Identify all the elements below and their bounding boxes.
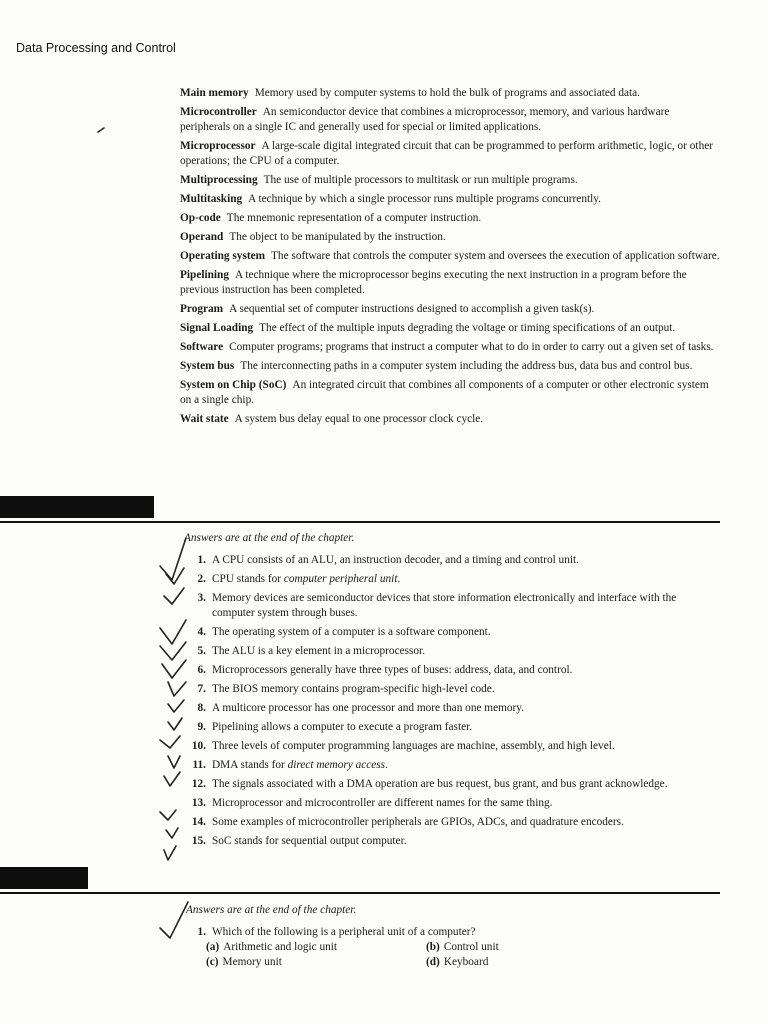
question-stem (186, 925, 716, 940)
glossary-definition: The mnemonic representation of a computer instruction. (226, 212, 482, 224)
glossary-definition: The software that controls the computer system and oversees the execution of application software. (271, 250, 720, 262)
glossary-entry (180, 359, 720, 374)
glossary-term: Microcontroller (180, 106, 257, 118)
checkmark-icon (168, 700, 184, 712)
checkmark-icon (164, 588, 184, 604)
item-number: 1. (197, 554, 206, 566)
glossary-entry (180, 139, 720, 169)
question-text: Which of the following is a peripheral unit of a computer? (212, 926, 476, 938)
glossary-definition: The object to be manipulated by the instruction. (229, 231, 446, 243)
glossary-entry (180, 340, 720, 355)
answer-option: (b) Control unit (426, 941, 499, 953)
answer-options (206, 940, 716, 970)
list-item (186, 720, 716, 735)
item-text: Microprocessor and microcontroller are different names for the same thing. (212, 797, 553, 809)
multiple-choice-question (186, 925, 716, 970)
checkmark-icon (168, 682, 186, 696)
true-false-list (186, 553, 716, 853)
glossary-definition: A large-scale digital integrated circuit that can be programmed to perform arithmetic, logic, or other operations; the CPU of a computer. (180, 140, 713, 167)
glossary-definition: A system bus delay equal to one processor clock cycle. (234, 413, 484, 425)
item-number: 3. (197, 592, 206, 604)
item-number: 2. (197, 573, 206, 585)
answer-option: (a) Arithmetic and logic unit (206, 941, 338, 953)
glossary-definition: A technique where the microprocessor begins executing the next instruction in a program before the previous instruction has been completed. (180, 269, 687, 296)
checkmark-icon (160, 538, 186, 580)
list-item (186, 796, 716, 811)
glossary-definition: A sequential set of computer instructions designed to accomplish a given task(s). (229, 303, 595, 315)
checkmark-icon (166, 828, 178, 838)
page-header-title: Data Processing and Control (16, 41, 176, 55)
item-number: 12. (191, 778, 206, 790)
glossary-definition: An integrated circuit that combines all components of a computer or other electronic system on a single chip. (180, 379, 709, 406)
glossary-term: Operating system (180, 250, 266, 262)
glossary-term: System bus (180, 360, 235, 372)
glossary-term: System on Chip (SoC) (180, 379, 287, 391)
list-item (186, 591, 716, 621)
item-number: 9. (197, 721, 206, 733)
item-number: 10. (191, 740, 206, 752)
item-number: 8. (197, 702, 206, 714)
item-text: SoC stands for sequential output computer. (212, 835, 407, 847)
item-number: 14. (191, 816, 206, 828)
list-item (186, 553, 716, 568)
glossary-term: Wait state (180, 413, 229, 425)
item-text: The operating system of a computer is a software component. (212, 626, 491, 638)
glossary-entry (180, 86, 720, 101)
glossary (180, 86, 720, 431)
glossary-entry (180, 268, 720, 298)
item-text: Pipelining allows a computer to execute a program faster. (212, 721, 473, 733)
item-text: CPU stands for computer peripheral unit. (212, 573, 401, 585)
item-number: 11. (192, 759, 206, 771)
item-text: Memory devices are semiconductor devices that store information electronically and interface with the computer system through buses. (212, 592, 677, 619)
glossary-term: Operand (180, 231, 224, 243)
glossary-entry (180, 192, 720, 207)
glossary-entry (180, 173, 720, 188)
true-false-lead: Answers are at the end of the chapter. (184, 532, 355, 544)
glossary-definition: Computer programs; programs that instruct a computer what to do in order to carry out a given set of tasks. (229, 341, 714, 353)
glossary-term: Software (180, 341, 224, 353)
checkmark-icon (164, 772, 180, 786)
section-tab-multiple-choice (0, 867, 88, 889)
checkmark-icon (160, 642, 186, 660)
list-item (186, 644, 716, 659)
glossary-term: Microprocessor (180, 140, 256, 152)
list-item (186, 815, 716, 830)
glossary-entry (180, 105, 720, 135)
list-item (186, 682, 716, 697)
glossary-entry (180, 412, 720, 427)
glossary-definition: A technique by which a single processor runs multiple programs concurrently. (248, 193, 601, 205)
item-text: Microprocessors generally have three types of buses: address, data, and control. (212, 664, 573, 676)
glossary-definition: Memory used by computer systems to hold the bulk of programs and associated data. (254, 87, 640, 99)
item-text: DMA stands for direct memory access. (212, 759, 388, 771)
glossary-term: Op-code (180, 212, 221, 224)
list-item (186, 777, 716, 792)
glossary-term: Multiprocessing (180, 174, 258, 186)
item-text: A CPU consists of an ALU, an instruction decoder, and a timing and control unit. (212, 554, 579, 566)
checkmark-icon (160, 620, 186, 644)
list-item (186, 663, 716, 678)
checkmark-icon (168, 756, 180, 768)
pen-mark-icon (98, 128, 104, 132)
item-number: 4. (197, 626, 206, 638)
glossary-entry (180, 321, 720, 336)
list-item (186, 701, 716, 716)
glossary-term: Multitasking (180, 193, 243, 205)
glossary-term: Pipelining (180, 269, 229, 281)
glossary-entry (180, 302, 720, 317)
section-divider (0, 892, 720, 894)
glossary-term: Program (180, 303, 224, 315)
checkmark-icon (164, 846, 176, 860)
list-item (186, 739, 716, 754)
list-item (186, 572, 716, 587)
checkmark-icon (160, 736, 180, 748)
glossary-entry (180, 249, 720, 264)
item-number: 7. (197, 683, 206, 695)
item-text: Some examples of microcontroller peripherals are GPIOs, ADCs, and quadrature encoders. (212, 816, 624, 828)
item-number: 6. (197, 664, 206, 676)
answer-option: (d) Keyboard (426, 956, 489, 968)
multiple-choice-lead: Answers are at the end of the chapter. (186, 904, 357, 916)
checkmark-icon (160, 810, 176, 820)
answer-option: (c) Memory unit (206, 956, 282, 968)
checkmark-icon (162, 660, 186, 678)
glossary-term: Main memory (180, 87, 249, 99)
checkmark-icon (168, 718, 182, 730)
glossary-definition: The effect of the multiple inputs degrading the voltage or timing specifications of an output. (259, 322, 676, 334)
section-tab-true-false (0, 496, 154, 518)
item-text: The ALU is a key element in a microprocessor. (212, 645, 426, 657)
glossary-definition: An semiconductor device that combines a microprocessor, memory, and various hardware peripherals on a single IC and generally used for special or limited applications. (180, 106, 670, 133)
item-number: 5. (197, 645, 206, 657)
glossary-entry (180, 378, 720, 408)
item-text: Three levels of computer programming languages are machine, assembly, and high level. (212, 740, 615, 752)
list-item (186, 625, 716, 640)
list-item (186, 758, 716, 773)
glossary-entry (180, 230, 720, 245)
item-number: 13. (191, 797, 206, 809)
item-text: The BIOS memory contains program-specific high-level code. (212, 683, 495, 695)
item-text: A multicore processor has one processor and more than one memory. (212, 702, 525, 714)
section-divider (0, 521, 720, 523)
glossary-term: Signal Loading (180, 322, 254, 334)
item-number: 1. (197, 926, 206, 938)
item-number: 15. (191, 835, 206, 847)
glossary-definition: The use of multiple processors to multitask or run multiple programs. (263, 174, 578, 186)
glossary-definition: The interconnecting paths in a computer system including the address bus, data bus and control bus. (240, 360, 693, 372)
checkmark-icon (166, 568, 184, 584)
item-text: The signals associated with a DMA operation are bus request, bus grant, and bus grant acknowledge. (212, 778, 668, 790)
glossary-entry (180, 211, 720, 226)
checkmark-icon (160, 902, 188, 938)
list-item (186, 834, 716, 849)
